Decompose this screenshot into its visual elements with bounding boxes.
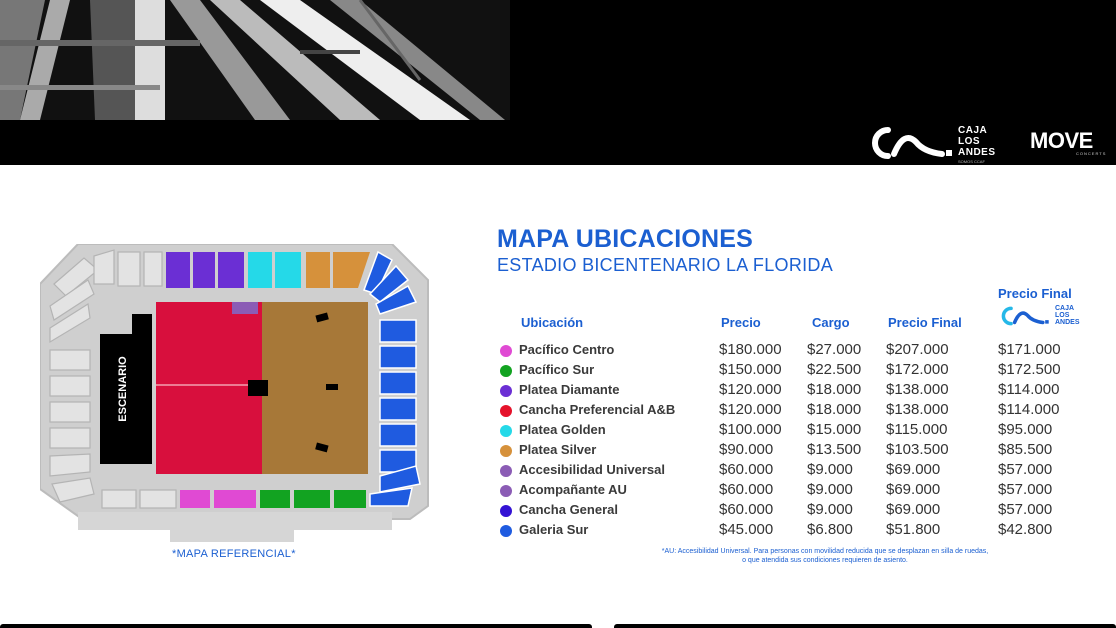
caja-logo-line-1: CAJA	[958, 125, 988, 136]
table-row	[497, 480, 1097, 500]
color-dot-icon	[500, 485, 512, 497]
fee-value: $18.000	[807, 381, 862, 398]
column-header-cargo: Cargo	[812, 315, 850, 330]
location-name: Cancha Preferencial A&B	[519, 402, 676, 417]
fee-value: $9.000	[807, 481, 853, 498]
caja-price-value: $57.000	[998, 481, 1053, 498]
caja-mini-line-2: LOS	[1055, 312, 1070, 319]
column-header-precio-final: Precio Final	[888, 315, 962, 330]
caja-price-value: $172.500	[998, 361, 1061, 378]
stage-label: ESCENARIO	[117, 356, 129, 422]
final-price-value: $115.000	[886, 421, 948, 438]
price-value: $60.000	[719, 461, 774, 478]
price-value: $150.000	[719, 361, 782, 378]
fee-value: $6.800	[807, 521, 853, 538]
location-name: Accesibilidad Universal	[519, 462, 665, 477]
price-value: $100.000	[719, 421, 782, 438]
final-price-value: $69.000	[886, 461, 941, 478]
footnote	[620, 547, 1030, 565]
caja-mini-line-3: ANDES	[1055, 319, 1080, 326]
table-row	[497, 520, 1097, 540]
table-row	[497, 380, 1097, 400]
fee-value: $13.500	[807, 441, 862, 458]
price-value: $120.000	[719, 401, 782, 418]
table-row	[497, 460, 1097, 480]
header-photo	[0, 0, 510, 120]
caja-price-value: $85.500	[998, 441, 1053, 458]
caja-logo-tagline: SOMOS CCAF	[958, 159, 985, 164]
map-caption: *MAPA REFERENCIAL*	[172, 548, 296, 560]
move-logo[interactable]	[1030, 128, 1107, 156]
final-price-value: $103.500	[886, 441, 949, 458]
bottom-bar-left	[0, 624, 592, 628]
color-dot-icon	[500, 425, 512, 437]
final-price-value: $138.000	[886, 381, 949, 398]
caja-mini-logo-icon	[997, 306, 1051, 326]
fee-value: $9.000	[807, 461, 853, 478]
fee-value: $27.000	[807, 341, 862, 358]
fee-value: $22.500	[807, 361, 862, 378]
table-row	[497, 420, 1097, 440]
price-value: $120.000	[719, 381, 782, 398]
table-row	[497, 400, 1097, 420]
color-dot-icon	[500, 385, 512, 397]
color-dot-icon	[500, 445, 512, 457]
final-price-value: $138.000	[886, 401, 949, 418]
color-dot-icon	[500, 365, 512, 377]
final-price-value: $207.000	[886, 341, 949, 358]
footnote-line-1: *AU: Accesibilidad Universal. Para personas con movilidad reducida que se desplazan en silla de ruedas,	[661, 548, 989, 555]
location-name: Acompañante AU	[519, 482, 627, 497]
table-row	[497, 360, 1097, 380]
caja-los-andes-mini-logo	[997, 305, 1087, 327]
location-name: Pacífico Sur	[519, 362, 595, 377]
fee-value: $15.000	[807, 421, 862, 438]
final-price-value: $172.000	[886, 361, 949, 378]
price-value: $180.000	[719, 341, 782, 358]
final-price-value: $51.800	[886, 521, 941, 538]
color-dot-icon	[500, 525, 512, 537]
final-price-value: $69.000	[886, 481, 941, 498]
move-logo-sub: CONCERTS	[1076, 151, 1107, 156]
page-title: MAPA UBICACIONES	[497, 225, 753, 253]
location-name: Platea Silver	[519, 442, 597, 457]
table-row	[497, 440, 1097, 460]
fee-value: $9.000	[807, 501, 853, 518]
caja-price-value: $114.000	[998, 401, 1060, 418]
page-subtitle: ESTADIO BICENTENARIO LA FLORIDA	[497, 255, 834, 275]
caja-logo-line-3: ANDES	[958, 147, 996, 158]
price-value: $45.000	[719, 521, 774, 538]
caja-price-value: $57.000	[998, 501, 1053, 518]
column-header-precio: Precio	[721, 315, 761, 330]
table-row	[497, 340, 1097, 360]
table-row	[497, 500, 1097, 520]
column-header-ubicacion: Ubicación	[521, 315, 584, 330]
caja-price-value: $42.800	[998, 521, 1053, 538]
caja-price-value: $95.000	[998, 421, 1053, 438]
footnote-line-2: o que atendida sus condiciones requieren de asiento.	[742, 557, 908, 564]
caja-mini-line-1: CAJA	[1055, 305, 1075, 312]
final-price-value: $69.000	[886, 501, 941, 518]
price-table	[497, 340, 1097, 540]
location-name: Cancha General	[519, 502, 618, 517]
stadium-map	[40, 244, 430, 544]
caja-los-andes-logo[interactable]	[866, 122, 1006, 164]
location-name: Pacífico Centro	[519, 342, 615, 357]
fee-value: $18.000	[807, 401, 862, 418]
caja-logo-line-2: LOS	[958, 136, 981, 147]
color-dot-icon	[500, 405, 512, 417]
caja-price-value: $57.000	[998, 461, 1053, 478]
price-value: $60.000	[719, 481, 774, 498]
caja-price-value: $171.000	[998, 341, 1061, 358]
header-banner	[0, 0, 1116, 165]
color-dot-icon	[500, 505, 512, 517]
price-value: $90.000	[719, 441, 774, 458]
location-name: Platea Golden	[519, 422, 606, 437]
location-name: Platea Diamante	[519, 382, 620, 397]
price-value: $60.000	[719, 501, 774, 518]
caja-logo-mark-icon	[866, 126, 954, 160]
color-dot-icon	[500, 345, 512, 357]
location-name: Galeria Sur	[519, 522, 589, 537]
bottom-bar-right	[614, 624, 1116, 628]
column-header-precio-final-caja: Precio Final	[998, 286, 1072, 301]
color-dot-icon	[500, 465, 512, 477]
move-logo-text: MOVE	[1030, 128, 1093, 153]
caja-price-value: $114.000	[998, 381, 1060, 398]
